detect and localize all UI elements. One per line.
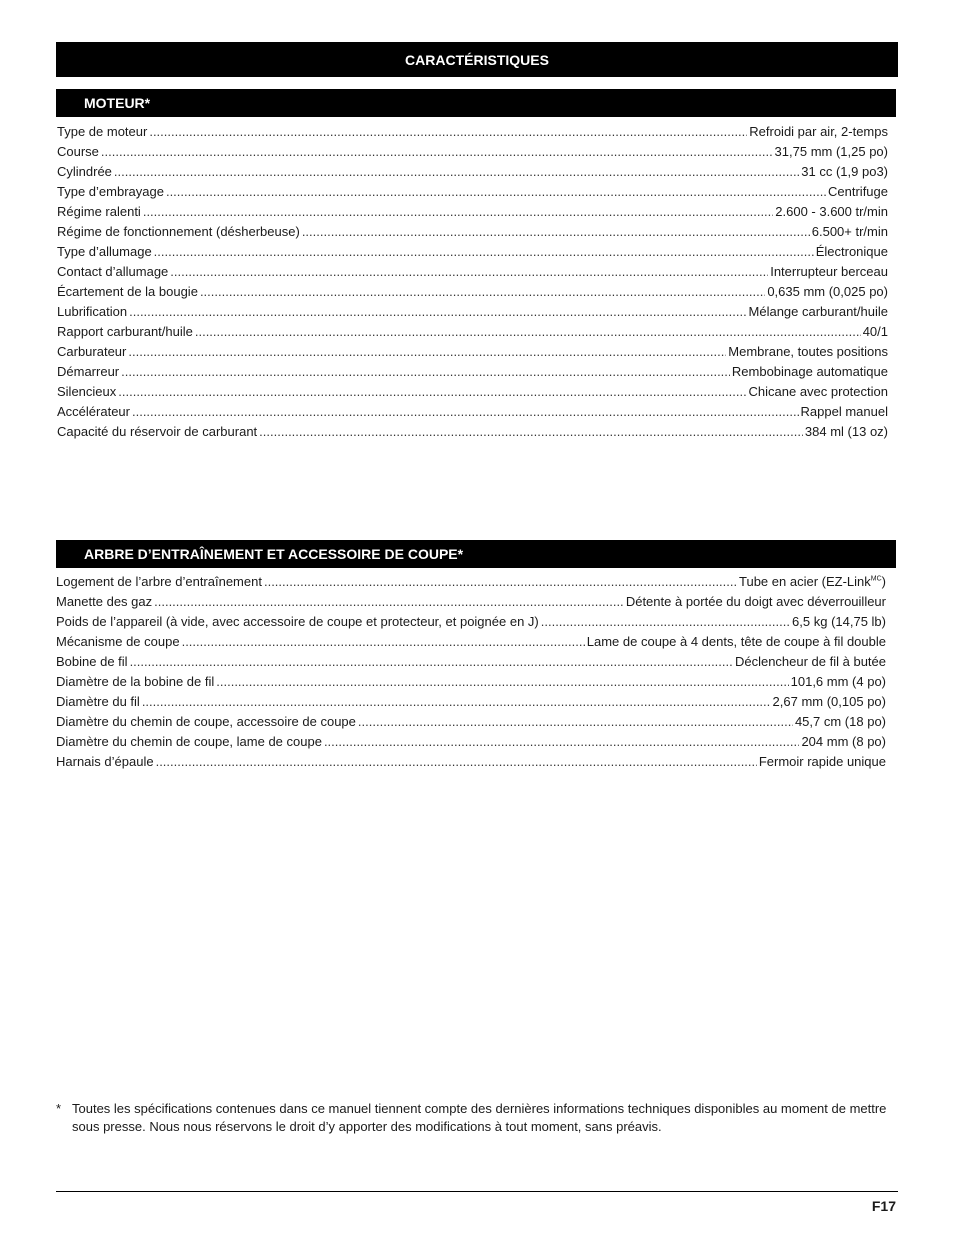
spec-label: Démarreur	[57, 364, 120, 379]
spec-row	[57, 302, 888, 322]
spec-value-text: 40/1	[862, 324, 888, 339]
spec-value	[732, 362, 888, 382]
dot-leader	[121, 362, 730, 382]
dot-leader	[132, 402, 799, 422]
dot-leader	[195, 322, 861, 342]
spec-row	[56, 712, 886, 732]
page-number: F17	[871, 1198, 896, 1214]
spec-value	[812, 222, 888, 242]
spec-label: Bobine de fil	[56, 654, 128, 669]
spec-value	[816, 242, 888, 262]
dot-leader	[200, 282, 765, 302]
spec-row	[56, 732, 886, 752]
spec-value	[801, 402, 888, 422]
dot-leader	[358, 712, 793, 732]
spec-value-text: Fermoir rapide unique	[758, 754, 886, 769]
spec-value	[587, 632, 886, 652]
dot-leader	[182, 632, 585, 652]
spec-value-text: Déclencheur de fil à butée	[734, 654, 886, 669]
spec-label: Diamètre du fil	[56, 694, 140, 709]
bottom-rule	[56, 1191, 898, 1192]
spec-value	[759, 752, 886, 772]
spec-value	[801, 162, 888, 182]
spec-value-text: Détente à portée du doigt avec déverrouilleur	[625, 594, 886, 609]
spec-value-text: Refroidi par air, 2-temps	[749, 124, 888, 139]
spec-row	[57, 402, 888, 422]
spec-row	[57, 142, 888, 162]
spec-value	[775, 142, 888, 162]
dot-leader	[118, 382, 746, 402]
spec-value	[775, 202, 888, 222]
spec-row	[56, 632, 886, 652]
spec-value	[735, 652, 886, 672]
dot-leader	[154, 242, 814, 262]
spec-label: Poids de l’appareil (à vide, avec accessoire de coupe et protecteur, et poignée en J)	[56, 614, 539, 629]
spec-label: Diamètre de la bobine de fil	[56, 674, 215, 689]
spec-value-suffix: )	[881, 574, 886, 589]
spec-value-text: 2,67 mm (0,105 po)	[772, 694, 886, 709]
spec-value	[739, 572, 886, 592]
engine-section-header	[56, 89, 896, 117]
dot-leader	[149, 122, 747, 142]
spec-value-text: Centrifuge	[828, 184, 888, 199]
spec-value	[792, 612, 886, 632]
spec-label: Rapport carburant/huile	[57, 324, 193, 339]
page-title: CARACTÉRISTIQUES	[405, 51, 549, 68]
trademark-superscript: MC	[870, 575, 882, 583]
shaft-spec-list	[56, 572, 886, 772]
spec-value-text: 384 ml (13 oz)	[804, 424, 888, 439]
spec-row	[57, 322, 888, 342]
spec-row	[56, 752, 886, 772]
footnote-marker: *	[56, 1101, 62, 1116]
spec-label: Régime ralenti	[57, 204, 141, 219]
spec-value	[749, 122, 888, 142]
spec-value	[863, 322, 888, 342]
spec-row	[57, 362, 888, 382]
spec-value	[767, 282, 888, 302]
spec-value-text: Rembobinage automatique	[731, 364, 888, 379]
spec-value-text: 0,635 mm (0,025 po)	[767, 284, 888, 299]
shaft-section-header	[56, 540, 896, 568]
dot-leader	[541, 612, 790, 632]
spec-label: Lubrification	[57, 304, 128, 319]
spec-row	[57, 282, 888, 302]
spec-label: Mécanisme de coupe	[56, 634, 180, 649]
spec-value	[801, 732, 886, 752]
spec-row	[57, 242, 888, 262]
dot-leader	[129, 302, 746, 322]
spec-label: Manette des gaz	[56, 594, 153, 609]
page-title-bar	[56, 42, 898, 77]
dot-leader	[143, 202, 773, 222]
spec-value-text: 2.600 - 3.600 tr/min	[775, 204, 888, 219]
spec-row	[56, 672, 886, 692]
spec-row	[57, 262, 888, 282]
spec-label: Type de moteur	[57, 124, 148, 139]
spec-value-text: Interrupteur berceau	[770, 264, 888, 279]
spec-value-text: 6.500+ tr/min	[811, 224, 888, 239]
dot-leader	[170, 262, 768, 282]
spec-label: Capacité du réservoir de carburant	[57, 424, 258, 439]
dot-leader	[216, 672, 788, 692]
spec-label: Diamètre du chemin de coupe, lame de coupe	[56, 734, 322, 749]
dot-leader	[154, 592, 624, 612]
shaft-section-title: ARBRE D’ENTRAÎNEMENT ET ACCESSOIRE DE COUPE*	[84, 546, 464, 562]
dot-leader	[259, 422, 803, 442]
spec-label: Cylindrée	[57, 164, 112, 179]
spec-label: Silencieux	[57, 384, 117, 399]
dot-leader	[128, 342, 726, 362]
spec-label: Type d’allumage	[57, 244, 152, 259]
dot-leader	[130, 652, 733, 672]
dot-leader	[101, 142, 773, 162]
spec-value-text: Électronique	[815, 244, 888, 259]
spec-row	[57, 422, 888, 442]
spec-value-text: 31,75 mm (1,25 po)	[774, 144, 888, 159]
spec-value	[828, 182, 888, 202]
spec-value-text: Tube en acier (EZ-Link	[739, 574, 871, 589]
spec-value-text: 6,5 kg (14,75 lb)	[792, 614, 886, 629]
spec-value-text: 31 cc (1,9 po3)	[801, 164, 888, 179]
spec-label: Logement de l’arbre d’entraînement	[56, 574, 262, 589]
dot-leader	[264, 572, 737, 592]
spec-value-text: Rappel manuel	[800, 404, 888, 419]
dot-leader	[114, 162, 799, 182]
spec-row	[57, 222, 888, 242]
spec-value	[773, 692, 886, 712]
spec-row	[57, 122, 888, 142]
spec-value	[749, 302, 888, 322]
spec-value	[749, 382, 888, 402]
spec-value	[770, 262, 888, 282]
spec-row	[57, 382, 888, 402]
engine-spec-list	[57, 122, 888, 442]
footnote	[56, 1100, 896, 1136]
spec-label: Carburateur	[57, 344, 127, 359]
spec-row	[57, 202, 888, 222]
spec-label: Diamètre du chemin de coupe, accessoire de coupe	[56, 714, 356, 729]
spec-value-text: Mélange carburant/huile	[748, 304, 888, 319]
spec-value-text: Chicane avec protection	[748, 384, 888, 399]
spec-label: Course	[57, 144, 99, 159]
dot-leader	[156, 752, 757, 772]
spec-row	[56, 692, 886, 712]
spec-row	[56, 572, 886, 592]
footnote-text: Toutes les spécifications contenues dans ce manuel tiennent compte des dernières informations techniques disponibles au moment de mettre sous presse. Nous nous réservons le droit d’y apporter des modifications à tout moment, sans préavis.	[72, 1101, 887, 1134]
spec-row	[56, 612, 886, 632]
spec-row	[57, 182, 888, 202]
spec-value	[728, 342, 888, 362]
spec-value-text: 45,7 cm (18 po)	[794, 714, 886, 729]
spec-value-text: Lame de coupe à 4 dents, tête de coupe à fil double	[586, 634, 886, 649]
spec-label: Écartement de la bougie	[57, 284, 198, 299]
spec-value-text: Membrane, toutes positions	[728, 344, 888, 359]
spec-row	[57, 342, 888, 362]
spec-value	[791, 672, 886, 692]
spec-value-text: 101,6 mm (4 po)	[790, 674, 886, 689]
spec-value	[626, 592, 886, 612]
spec-value	[805, 422, 888, 442]
dot-leader	[324, 732, 800, 752]
spec-label: Contact d’allumage	[57, 264, 169, 279]
spec-row	[56, 652, 886, 672]
spec-label: Régime de fonctionnement (désherbeuse)	[57, 224, 300, 239]
spec-value	[795, 712, 886, 732]
spec-label: Type d’embrayage	[57, 184, 164, 199]
spec-label: Harnais d’épaule	[56, 754, 154, 769]
engine-section-title: MOTEUR*	[84, 95, 151, 111]
spec-row	[56, 592, 886, 612]
dot-leader	[166, 182, 826, 202]
dot-leader	[302, 222, 810, 242]
dot-leader	[142, 692, 771, 712]
spec-value-text: 204 mm (8 po)	[801, 734, 886, 749]
spec-row	[57, 162, 888, 182]
spec-label: Accélérateur	[57, 404, 130, 419]
